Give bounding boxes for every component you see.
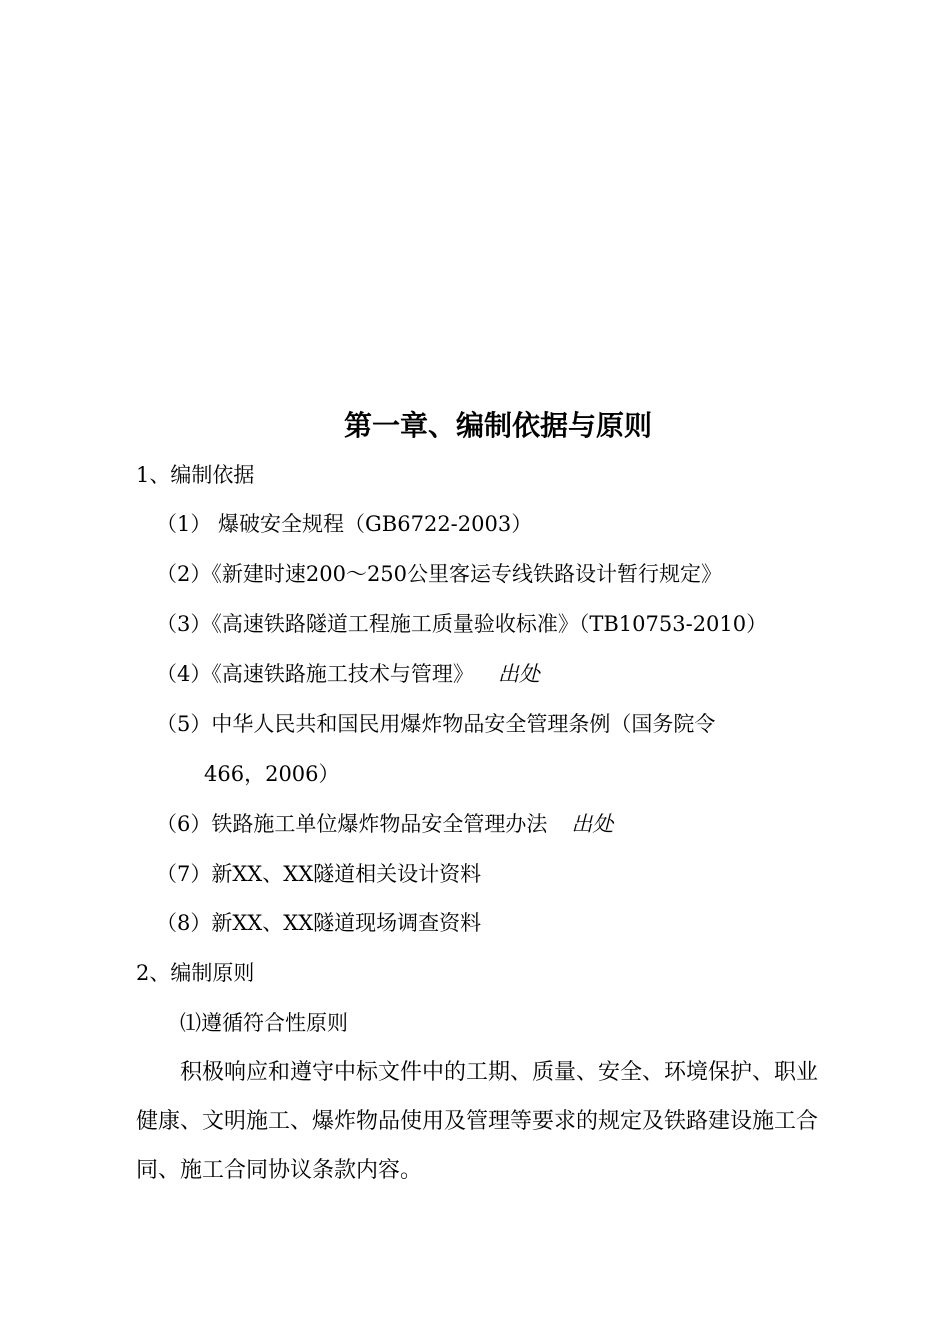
list-item-text: （1） 爆破安全规程（GB6722-2003） (156, 512, 533, 536)
section-heading-principles: 2、编制原则 (136, 961, 255, 985)
list-item-continuation (204, 759, 340, 789)
list-item-text: （2）《新建时速200～250公里客运专线铁路设计暂行规定》 (156, 562, 723, 586)
source-note: 出处 (497, 662, 540, 686)
list-item (156, 659, 540, 689)
list-item-text: （8）新XX、XX隧道现场调查资料 (156, 911, 482, 935)
list-item (156, 908, 481, 938)
paragraph-line: 积极响应和遵守中标文件中的工期、质量、安全、环境保护、职业 (180, 1060, 819, 1085)
section-heading-basis: 1、编制依据 (136, 463, 255, 487)
list-item-text: （5）中华人民共和国民用爆炸物品安全管理条例（国务院令 (156, 712, 716, 736)
list-item (156, 609, 767, 639)
list-item-text: （7）新XX、XX隧道相关设计资料 (156, 862, 482, 886)
paragraph-line: 健康、文明施工、爆炸物品使用及管理等要求的规定及铁路建设施工合 (136, 1109, 819, 1134)
sub-heading: ⑴遵循符合性原则 (180, 1011, 348, 1035)
source-note: 出处 (571, 812, 614, 836)
list-item-text: （3）《高速铁路隧道工程施工质量验收标准》（TB10753-2010） (156, 612, 768, 636)
list-item (156, 559, 722, 589)
paragraph-line: 同、施工合同协议条款内容。 (136, 1158, 423, 1183)
list-item-text: （6）铁路施工单位爆炸物品安全管理办法 (156, 812, 548, 836)
list-item (156, 509, 532, 539)
list-item-text: （4）《高速铁路施工技术与管理》 (156, 662, 474, 686)
list-item-text: 466，2006） (204, 762, 340, 786)
list-item (156, 809, 613, 839)
list-item (156, 709, 715, 739)
list-item (156, 859, 481, 889)
chapter-title: 第一章、编制依据与原则 (343, 409, 652, 442)
